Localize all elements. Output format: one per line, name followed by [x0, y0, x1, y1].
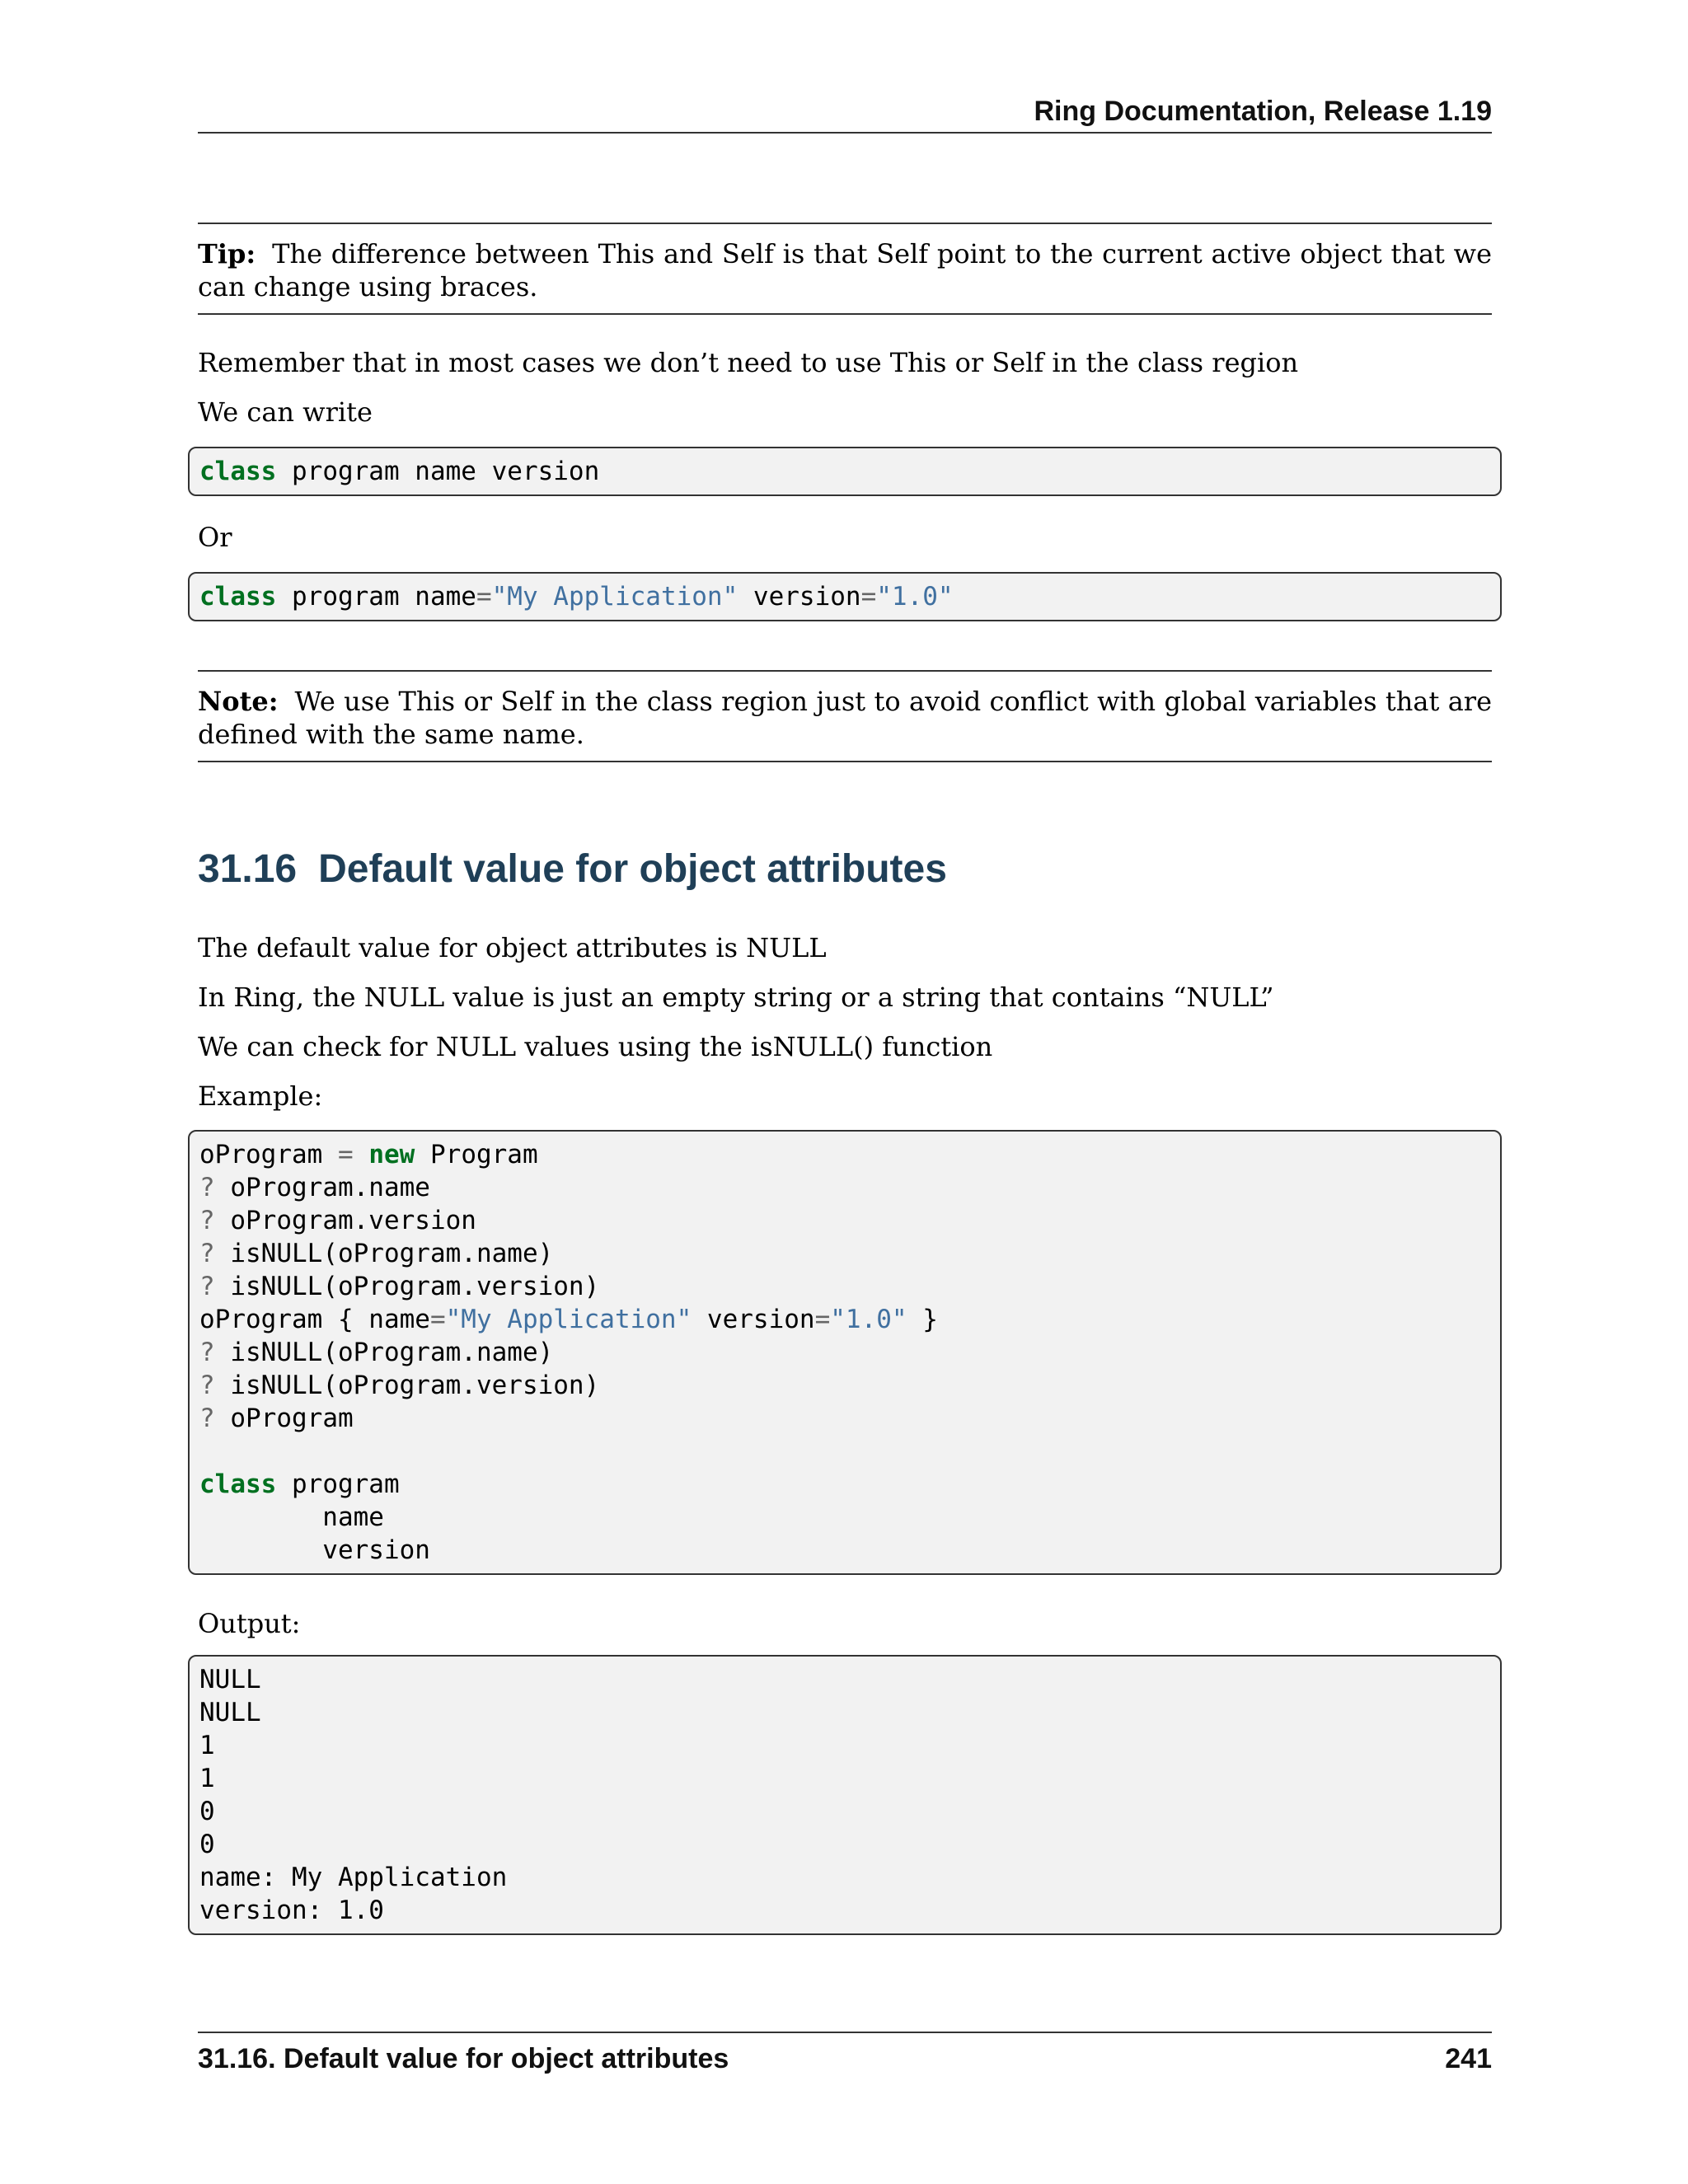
paragraph-or: Or: [198, 522, 232, 553]
code-token: ?: [199, 1371, 215, 1400]
page-footer: [198, 2032, 1492, 2078]
code-token: class: [199, 582, 277, 612]
code-token: ?: [199, 1404, 215, 1433]
code-line: [199, 1270, 1500, 1303]
section-heading: [198, 841, 1492, 898]
code-block-example: [188, 1130, 1502, 1575]
note-box: [198, 670, 1492, 762]
code-line: [199, 1402, 1500, 1435]
code-line: [199, 1894, 1500, 1927]
paragraph-null-string: In Ring, the NULL value is just an empty string or a string that contains “NULL”: [198, 982, 1274, 1013]
footer-page-number: 241: [1445, 2043, 1492, 2074]
code-token: 1: [199, 1731, 215, 1760]
code-token: version: [692, 1305, 815, 1334]
paragraph-output-label: Output:: [198, 1608, 301, 1639]
code-block-class-plain: [188, 447, 1502, 496]
code-token: program: [276, 1469, 400, 1499]
tip-box: [198, 223, 1492, 315]
code-line: [199, 1828, 1500, 1861]
paragraph-isnull: We can check for NULL values using the isNULL() function: [198, 1031, 993, 1062]
code-token: version: 1.0: [199, 1896, 384, 1925]
footer-section-ref: 31.16. Default value for object attributes: [198, 2043, 729, 2074]
paragraph-we-can-write: We can write: [198, 396, 373, 428]
code-token: version: [199, 1535, 430, 1565]
code-line: [199, 1696, 1500, 1729]
note-text: We use This or Self in the class region just to avoid conflict with global variables that are defined with the same name.: [198, 686, 1492, 750]
code-token: =: [337, 1140, 354, 1169]
code-token: "My Application": [445, 1305, 692, 1334]
paragraph-remember: Remember that in most cases we don’t need to use This or Self in the class region: [198, 347, 1299, 378]
code-line: [199, 1237, 1500, 1270]
code-token: "My Application": [491, 582, 738, 612]
code-token: 1: [199, 1764, 215, 1793]
code-token: ?: [199, 1338, 215, 1367]
code-line: [199, 1534, 1500, 1567]
code-line: [199, 1336, 1500, 1369]
code-token: name: My Application: [199, 1863, 508, 1892]
code-token: isNULL(oProgram.version): [214, 1371, 600, 1400]
code-token: ?: [199, 1206, 215, 1235]
document-page: [198, 0, 1492, 2184]
code-token: isNULL(oProgram.version): [214, 1272, 600, 1301]
code-line: [199, 1663, 1500, 1696]
code-token: =: [429, 1305, 446, 1334]
section-number: 31.16: [198, 847, 298, 891]
tip-label: Tip:: [198, 238, 256, 269]
paragraph-default-null: The default value for object attributes is NULL: [198, 932, 827, 963]
code-token: class: [199, 457, 277, 486]
code-token: oProgram.version: [214, 1206, 476, 1235]
code-line: [199, 1138, 1500, 1171]
code-token: 0: [199, 1797, 215, 1826]
code-token: 0: [199, 1830, 215, 1859]
code-token: isNULL(oProgram.name): [214, 1239, 554, 1268]
code-token: NULL: [199, 1698, 261, 1727]
code-token: NULL: [199, 1665, 261, 1694]
code-line: [199, 1729, 1500, 1762]
code-token: [354, 1140, 369, 1169]
code-token: ?: [199, 1272, 215, 1301]
code-line: [199, 455, 1500, 488]
code-token: }: [907, 1305, 938, 1334]
code-token: =: [860, 582, 877, 612]
code-token: version: [738, 582, 861, 612]
note-label: Note:: [198, 686, 279, 717]
code-block-output: [188, 1655, 1502, 1935]
code-token: =: [476, 582, 492, 612]
running-header: [198, 91, 1492, 134]
code-token: oProgram: [214, 1404, 354, 1433]
code-token: ?: [199, 1173, 215, 1202]
code-token: program name version: [276, 457, 600, 486]
code-line: [199, 1303, 1500, 1336]
code-line: [199, 1468, 1500, 1501]
code-line: [199, 1435, 1500, 1468]
code-line: [199, 1204, 1500, 1237]
code-token: oProgram.name: [214, 1173, 430, 1202]
code-line: [199, 1369, 1500, 1402]
code-token: isNULL(oProgram.name): [214, 1338, 554, 1367]
code-token: ?: [199, 1239, 215, 1268]
code-token: name: [199, 1502, 384, 1532]
code-token: new: [368, 1140, 415, 1169]
tip-text: The difference between This and Self is that Self point to the current active object that we can change using braces.: [198, 238, 1492, 302]
section-title-text: Default value for object attributes: [318, 847, 947, 891]
code-line: [199, 1795, 1500, 1828]
paragraph-example-label: Example:: [198, 1080, 323, 1112]
code-token: program name: [276, 582, 476, 612]
code-line: [199, 1762, 1500, 1795]
code-token: Program: [415, 1140, 538, 1169]
running-header-title: Ring Documentation, Release 1.19: [1034, 96, 1492, 127]
code-token: "1.0": [876, 582, 954, 612]
code-block-class-defaults: [188, 572, 1502, 621]
code-token: =: [814, 1305, 831, 1334]
code-token: class: [199, 1469, 277, 1499]
code-token: "1.0": [830, 1305, 907, 1334]
code-token: oProgram { name: [199, 1305, 430, 1334]
code-line: [199, 580, 1500, 613]
code-line: [199, 1501, 1500, 1534]
code-token: oProgram: [199, 1140, 338, 1169]
code-line: [199, 1861, 1500, 1894]
code-line: [199, 1171, 1500, 1204]
